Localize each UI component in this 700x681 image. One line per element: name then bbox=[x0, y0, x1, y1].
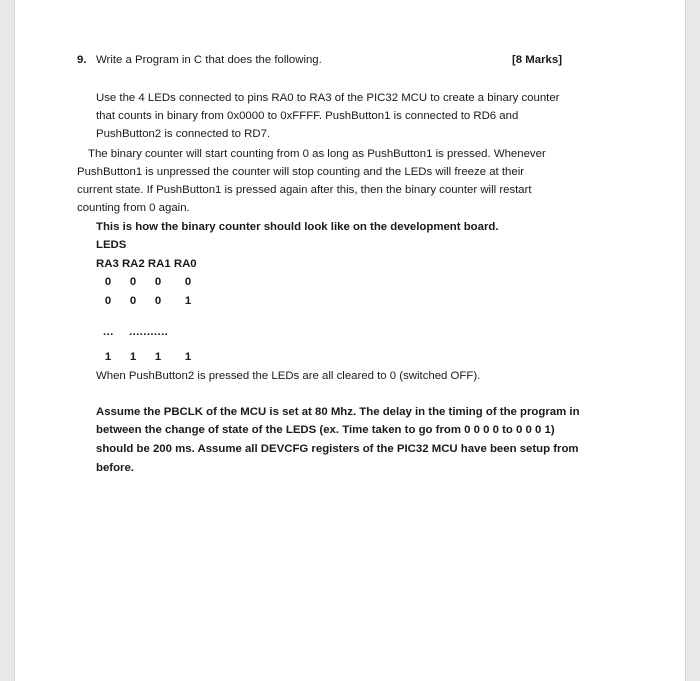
intro-line: PushButton2 is connected to RD7. bbox=[96, 128, 271, 140]
page-edge-right bbox=[685, 0, 700, 681]
led-cell: 0 bbox=[154, 295, 162, 307]
intro-line: that counts in binary from 0x0000 to 0xFFFF. PushButton1 is connected to RD6 and bbox=[96, 110, 519, 122]
assumption-line: should be 200 ms. Assume all DEVCFG registers of the PIC32 MCU have been setup from bbox=[96, 443, 579, 455]
behavior-line: counting from 0 again. bbox=[77, 202, 190, 214]
led-cell: 0 bbox=[104, 276, 112, 288]
clear-note: When PushButton2 is pressed the LEDs are all cleared to 0 (switched OFF). bbox=[96, 370, 481, 382]
question-marks: [8 Marks] bbox=[512, 54, 563, 66]
assumption-line: Assume the PBCLK of the MCU is set at 80 Mhz. The delay in the timing of the program in bbox=[96, 406, 580, 418]
led-cell: 1 bbox=[184, 295, 192, 307]
intro-line: Use the 4 LEDs connected to pins RA0 to RA3 of the PIC32 MCU to create a binary counter bbox=[96, 92, 560, 104]
question-prompt: Write a Program in C that does the following. bbox=[96, 54, 322, 66]
led-table-header: RA3 RA2 RA1 RA0 bbox=[96, 258, 197, 270]
led-table-ellipsis: ........... bbox=[129, 326, 169, 338]
behavior-line: current state. If PushButton1 is pressed again after this, then the binary counter will restart bbox=[77, 184, 532, 196]
led-table-ellipsis: ... bbox=[103, 326, 114, 338]
led-cell: 1 bbox=[184, 351, 192, 363]
behavior-line: PushButton1 is unpressed the counter will stop counting and the LEDs will freeze at their bbox=[77, 166, 525, 178]
led-cell: 0 bbox=[104, 295, 112, 307]
board-heading: This is how the binary counter should look like on the development board. bbox=[96, 221, 499, 233]
leds-label: LEDS bbox=[96, 239, 127, 251]
led-cell: 0 bbox=[129, 295, 137, 307]
led-cell: 1 bbox=[154, 351, 162, 363]
led-cell: 1 bbox=[104, 351, 112, 363]
assumption-line: before. bbox=[96, 462, 134, 474]
behavior-line: The binary counter will start counting from 0 as long as PushButton1 is pressed. Whenever bbox=[88, 148, 546, 160]
led-cell: 0 bbox=[184, 276, 192, 288]
led-cell: 0 bbox=[154, 276, 162, 288]
led-cell: 1 bbox=[129, 351, 137, 363]
question-number: 9. bbox=[77, 54, 87, 66]
led-cell: 0 bbox=[129, 276, 137, 288]
page-edge-left bbox=[0, 0, 15, 681]
assumption-line: between the change of state of the LEDS (ex. Time taken to go from 0 0 0 0 to 0 0 0 1) bbox=[96, 424, 555, 436]
